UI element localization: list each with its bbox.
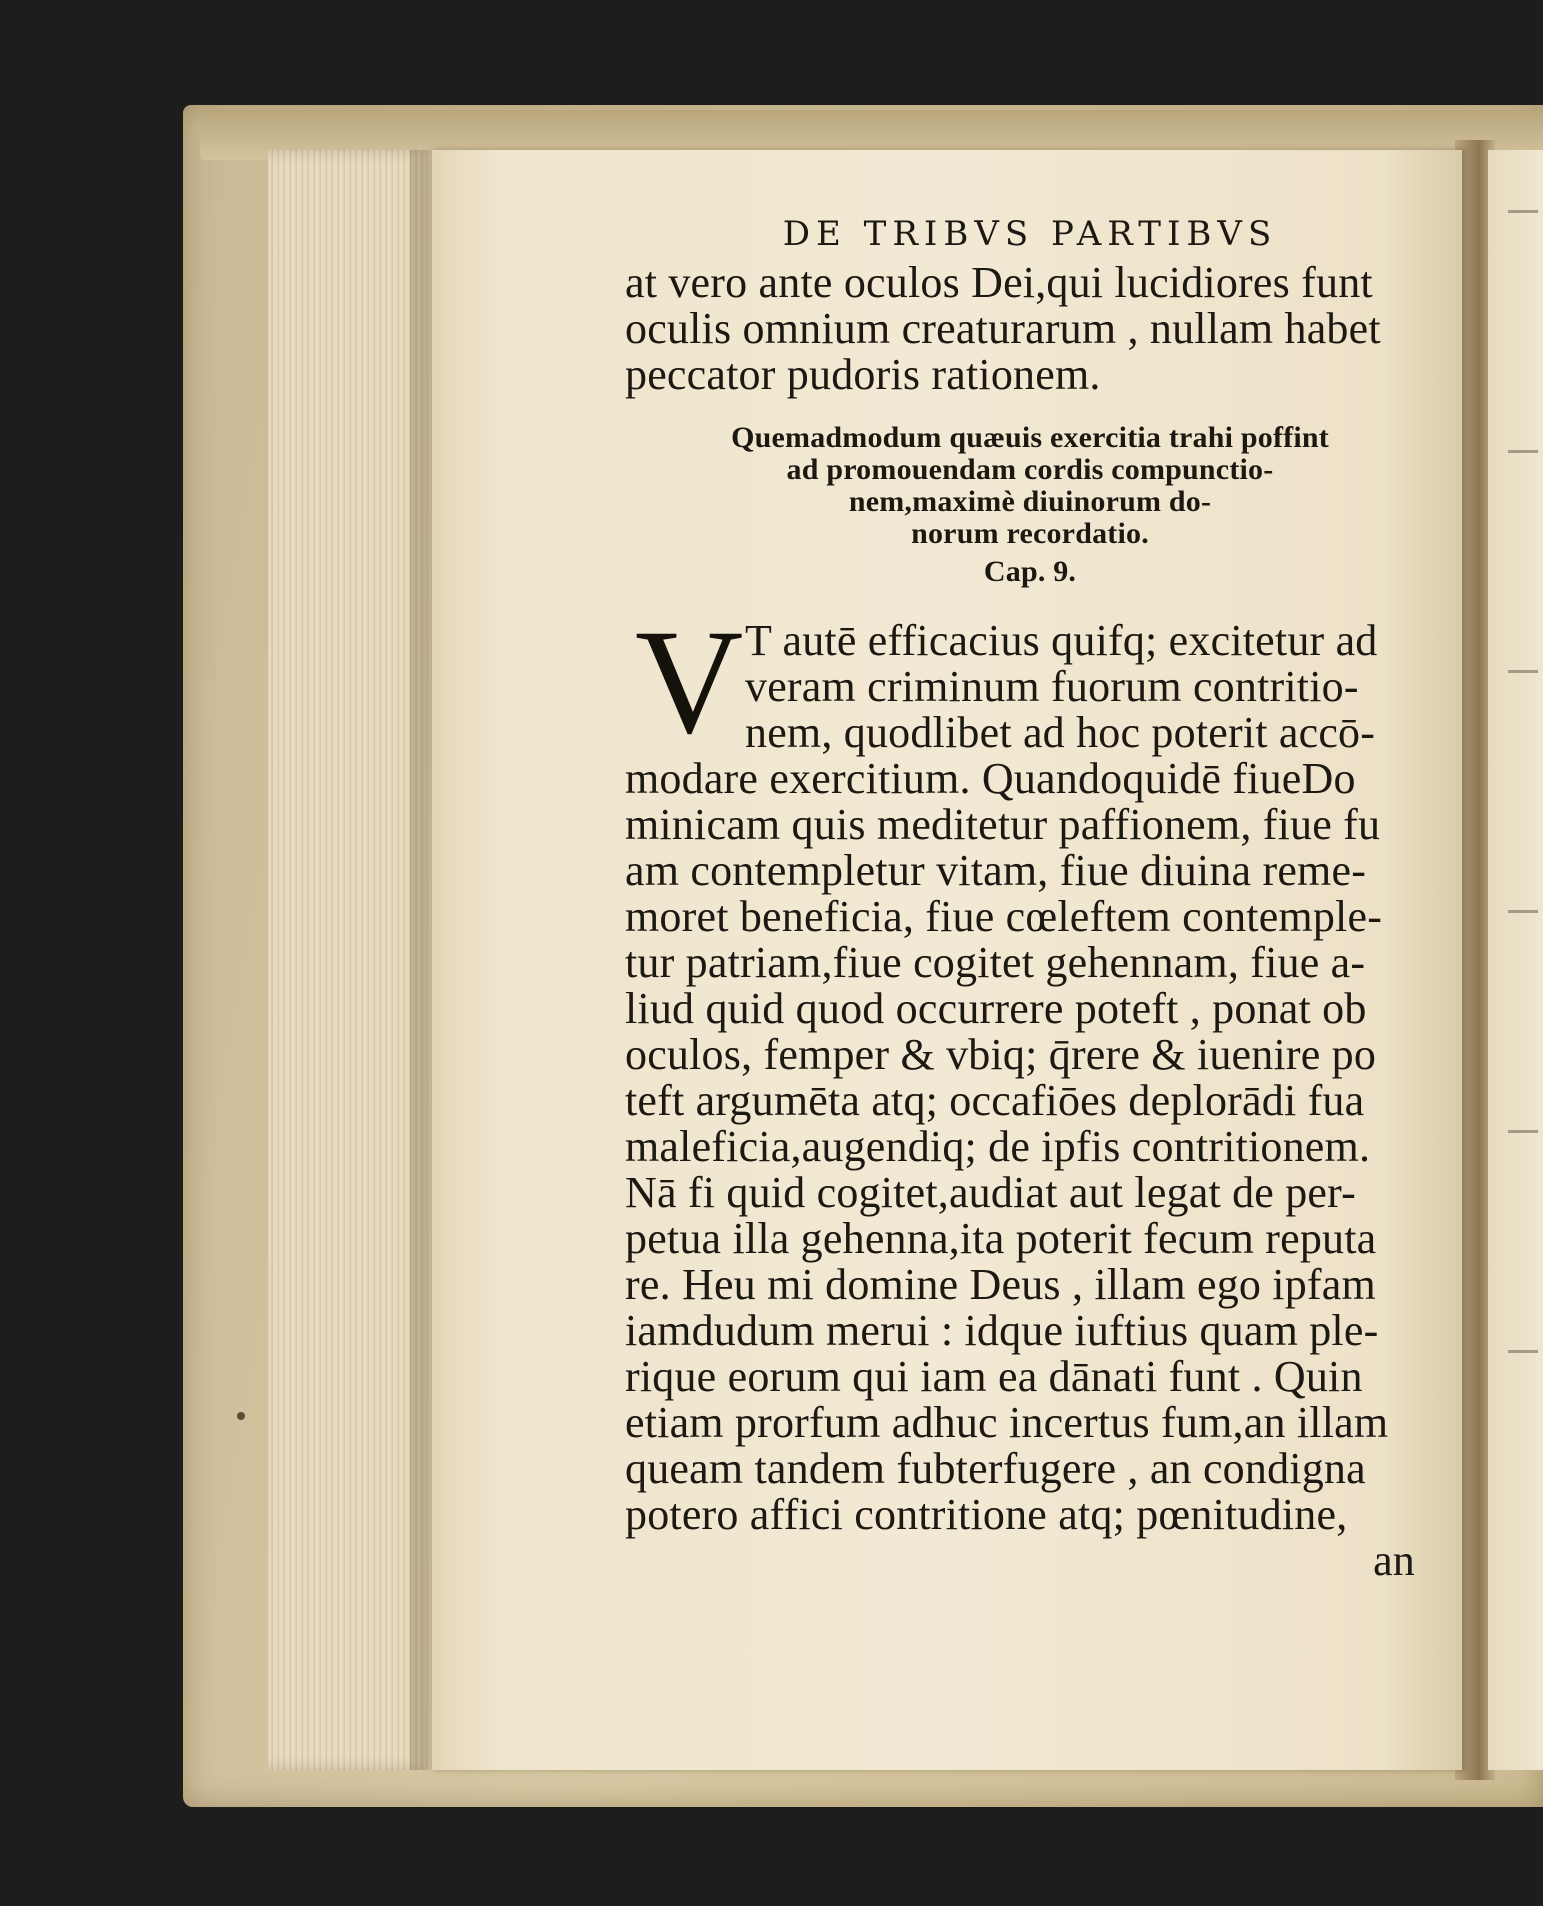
chapter-number: Cap. 9.: [983, 555, 1077, 588]
facing-page-ink-mark: [1508, 210, 1538, 213]
text-line: liud quid quod occurrere poteft , ponat ob: [625, 984, 1367, 1033]
text-line: rique eorum qui iam ea dānati funt . Quin: [625, 1352, 1363, 1401]
text-line: am contempletur vitam, fiue diuina reme-: [625, 846, 1367, 895]
facing-page-ink-mark: [1508, 670, 1538, 673]
text-line: Nā fi quid cogitet,audiat aut legat de per-: [625, 1168, 1356, 1217]
catchword: an: [1373, 1536, 1415, 1585]
text-line: tur patriam,fiue cogitet gehennam, fiue a-: [625, 938, 1366, 987]
text-line: at vero ante oculos Dei,qui lucidiores funt: [625, 258, 1373, 307]
facing-page-ink-mark: [1508, 1130, 1538, 1133]
drop-cap-initial: V: [635, 599, 744, 765]
running-head: DE TRIBVS PARTIBVS: [782, 214, 1278, 254]
text-line: nem, quodlibet ad hoc poterit accō-: [745, 708, 1376, 757]
text-line: oculos, femper & vbiq; q̄rere & iuenire po: [625, 1030, 1377, 1079]
text-line: potero affici contritione atq; pœnitudine,: [625, 1490, 1348, 1539]
facing-page-ink-mark: [1508, 910, 1538, 913]
chapter-heading-line: nem,maximè diuinorum do-: [848, 485, 1212, 518]
text-line: petua illa gehenna,ita poterit fecum reputa: [625, 1214, 1377, 1263]
ink-spot: [237, 1412, 245, 1420]
page-text-block: [625, 210, 1435, 1584]
chapter-body: [625, 599, 1435, 1585]
text-line: queam tandem fubterfugere , an condigna: [625, 1444, 1366, 1493]
chapter-heading-line: norum recordatio.: [911, 517, 1149, 550]
chapter-heading: [625, 422, 1435, 588]
facing-page-edge: [1488, 150, 1543, 1770]
text-line: etiam prorfum adhuc incertus fum,an illam: [625, 1398, 1389, 1447]
text-line: iamdudum merui : idque iuftius quam ple-: [625, 1306, 1379, 1355]
page-edges: [268, 150, 428, 1770]
text-line: re. Heu mi domine Deus , illam ego ipfam: [625, 1260, 1376, 1309]
text-line: oculis omnium creaturarum , nullam habet: [625, 304, 1381, 353]
facing-page-ink-mark: [1508, 1350, 1538, 1353]
text-line: teft argumēta atq; occafiōes deplorādi fua: [625, 1076, 1365, 1125]
text-line: maleficia,augendiq; de ipfis contritionem.: [625, 1122, 1371, 1171]
text-line: modare exercitium. Quandoquidē fiueDo: [625, 754, 1356, 803]
text-line: veram criminum fuorum contritio-: [745, 662, 1359, 711]
facing-page-ink-mark: [1508, 450, 1538, 453]
chapter-heading-line: Quemadmodum quæuis exercitia trahi poffint: [731, 421, 1329, 454]
text-line: T autē efficacius quifq; excitetur ad: [745, 616, 1378, 665]
chapter-heading-line: ad promouendam cordis compunctio-: [786, 453, 1274, 486]
opening-paragraph: [625, 260, 1435, 398]
text-line: minicam quis meditetur paffionem, fiue fu: [625, 800, 1381, 849]
text-line: peccator pudoris rationem.: [625, 350, 1101, 399]
text-line: moret beneficia, fiue cœleftem contemple-: [625, 892, 1383, 941]
